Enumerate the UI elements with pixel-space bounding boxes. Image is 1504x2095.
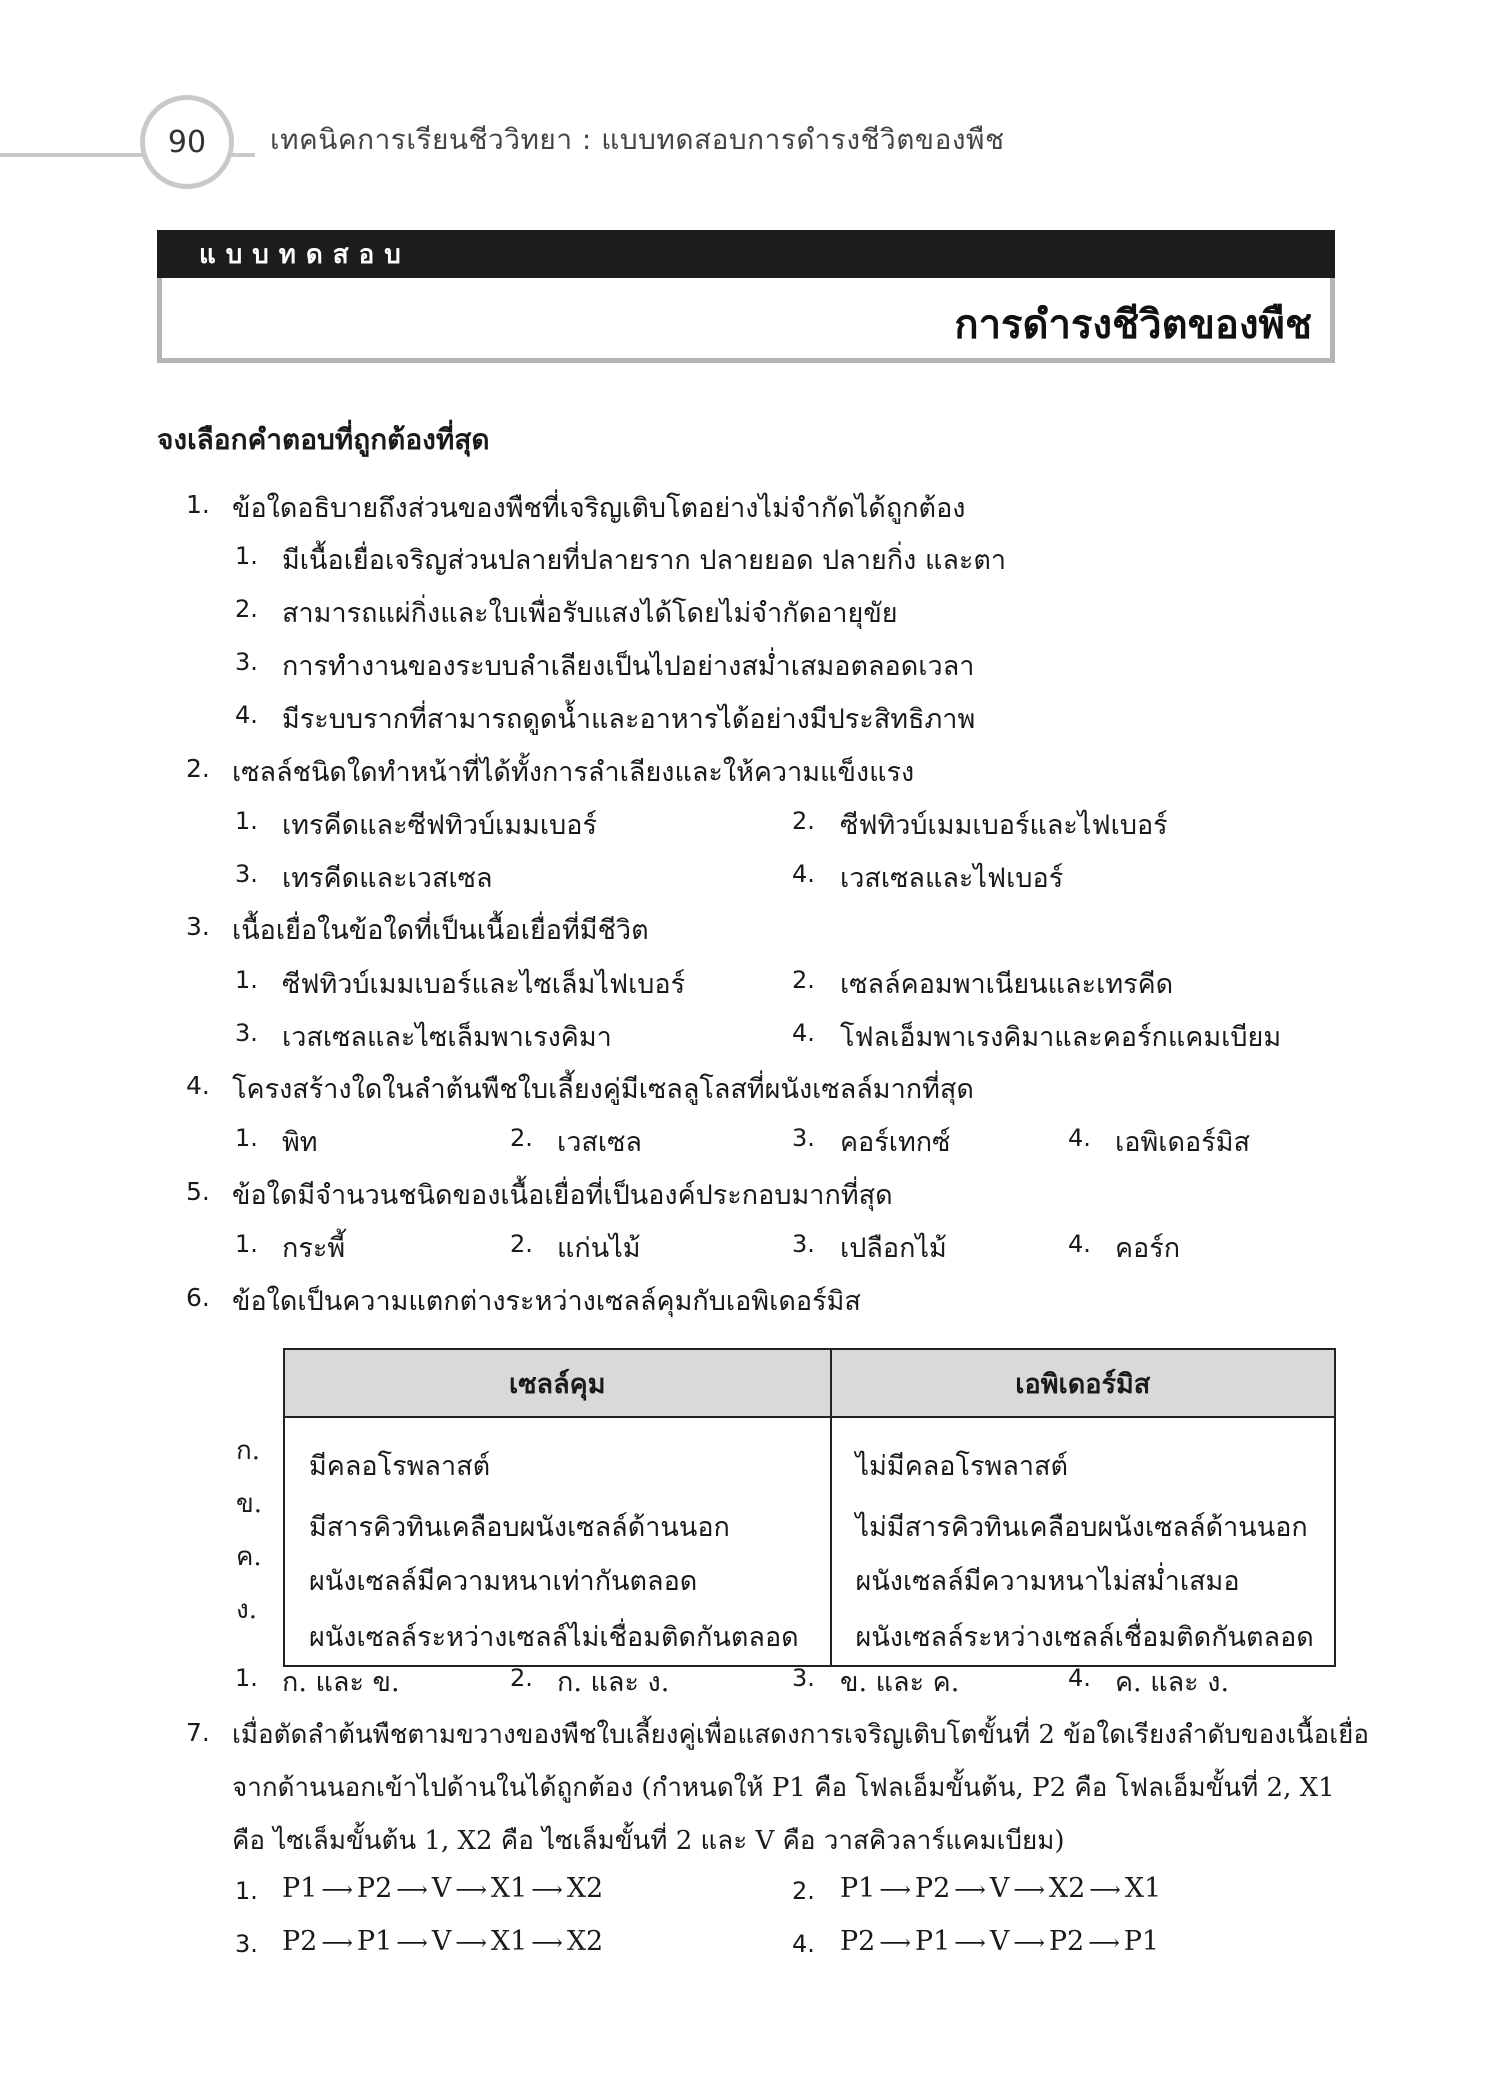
question-text: เนื้อเยื่อในข้อใดที่เป็นเนื้อเยื่อที่มีชีวิต [232, 915, 649, 946]
option-text[interactable]: มีระบบรากที่สามารถดูดน้ำและอาหารได้อย่างมีประสิทธิภาพ [282, 704, 976, 735]
question-number: 5. [186, 1177, 210, 1206]
question-number: 3. [186, 912, 210, 941]
table-cell: ผนังเซลล์มีความหนาเท่ากันตลอด [284, 1553, 831, 1607]
table-cell: ไม่มีสารคิวทินเคลือบผนังเซลล์ด้านนอก [831, 1499, 1335, 1553]
option-number: 4. [1068, 1230, 1091, 1258]
running-title: เทคนิคการเรียนชีววิทยา : แบบทดสอบการดำรงชีวิตของพืช [270, 123, 1005, 156]
sequence-item: X2 [1048, 1873, 1086, 1904]
comparison-table [283, 1348, 1336, 1667]
option-text[interactable]: เปลือกไม้ [840, 1233, 947, 1264]
table-row [284, 1553, 1335, 1607]
arrow-icon: ⟶ [531, 1878, 563, 1903]
option-text[interactable]: คอร์เทกซ์ [840, 1127, 951, 1158]
option-text[interactable]: ค. และ ง. [1115, 1667, 1230, 1698]
question-number: 7. [186, 1718, 210, 1747]
arrow-icon: ⟶ [321, 1931, 353, 1956]
table-cell: ผนังเซลล์มีความหนาไม่สม่ำเสมอ [831, 1553, 1335, 1607]
option-text[interactable]: เวสเซลและไฟเบอร์ [840, 863, 1064, 894]
row-label: ข. [236, 1489, 263, 1519]
option-text[interactable]: ซีฟทิวบ์เมมเบอร์และไฟเบอร์ [840, 810, 1168, 841]
option-text[interactable]: แก่นไม้ [557, 1233, 641, 1264]
option-number: 4. [235, 701, 258, 729]
option-number: 1. [235, 542, 258, 570]
option-number: 2. [792, 807, 815, 835]
row-label: ง. [236, 1595, 257, 1625]
option-number: 2. [510, 1124, 533, 1152]
question-text: เซลล์ชนิดใดทำหน้าที่ได้ทั้งการลำเลียงและให้ความแข็งแรง [232, 757, 915, 788]
sequence-item: P2 [1048, 1926, 1085, 1957]
banner-box [157, 278, 1335, 363]
option-number: 2. [792, 1877, 815, 1905]
table-row [284, 1417, 1335, 1499]
option-number: 3. [792, 1230, 815, 1258]
sequence-item: X1 [490, 1926, 528, 1957]
table-cell: ไม่มีคลอโรพลาสต์ [831, 1417, 1335, 1499]
row-label: ค. [236, 1542, 262, 1572]
sequence-option[interactable] [840, 1926, 1159, 1957]
instruction: จงเลือกคำตอบที่ถูกต้องที่สุด [157, 423, 490, 456]
option-number: 3. [235, 648, 258, 676]
table-cell: ผนังเซลล์ระหว่างเซลล์ไม่เชื่อมติดกันตลอด [284, 1607, 831, 1666]
option-number: 4. [792, 1930, 815, 1958]
table-header: เซลล์คุม [284, 1349, 831, 1417]
sequence-item: V [989, 1926, 1010, 1957]
option-text[interactable]: เทรคีดและซีฟทิวบ์เมมเบอร์ [282, 810, 598, 841]
question-number: 4. [186, 1071, 210, 1100]
option-text[interactable]: คอร์ก [1115, 1233, 1181, 1264]
sequence-item: P1 [356, 1926, 393, 1957]
sequence-option[interactable] [282, 1873, 603, 1904]
option-text[interactable]: การทำงานของระบบลำเลียงเป็นไปอย่างสม่ำเสมอตลอดเวลา [282, 651, 975, 682]
arrow-icon: ⟶ [954, 1931, 986, 1956]
option-number: 2. [792, 966, 815, 994]
sequence-item: P1 [282, 1873, 318, 1904]
option-number: 3. [792, 1124, 815, 1152]
sequence-item: X2 [566, 1873, 604, 1904]
sequence-item: P2 [914, 1873, 951, 1904]
sequence-item: V [989, 1873, 1010, 1904]
option-text[interactable]: เทรคีดและเวสเซล [282, 863, 493, 894]
banner-title: การดำรงชีวิตของพืช [954, 302, 1312, 348]
sequence-item: P1 [1123, 1926, 1160, 1957]
option-text[interactable]: ซีฟทิวบ์เมมเบอร์และไซเล็มไฟเบอร์ [282, 969, 686, 1000]
sequence-item: P1 [840, 1873, 876, 1904]
arrow-icon: ⟶ [1013, 1878, 1045, 1903]
question-text: โครงสร้างใดในลำต้นพืชใบเลี้ยงคู่มีเซลลูโลสที่ผนังเซลล์มากที่สุด [232, 1074, 974, 1105]
option-number: 1. [235, 966, 258, 994]
option-text[interactable]: เซลล์คอมพาเนียนและเทรคีด [840, 969, 1174, 1000]
sequence-item: X1 [490, 1873, 528, 1904]
option-number: 3. [792, 1664, 815, 1692]
question-text-line: คือ ไซเล็มขั้นต้น 1, X2 คือ ไซเล็มขั้นที่ 2 และ V คือ วาสคิวลาร์แคมเบียม) [232, 1826, 1065, 1856]
arrow-icon: ⟶ [396, 1878, 428, 1903]
table-cell: มีคลอโรพลาสต์ [284, 1417, 831, 1499]
arrow-icon: ⟶ [1089, 1878, 1121, 1903]
option-number: 4. [1068, 1664, 1091, 1692]
arrow-icon: ⟶ [879, 1878, 911, 1903]
option-number: 4. [1068, 1124, 1091, 1152]
sequence-item: V [431, 1926, 452, 1957]
option-number: 3. [235, 860, 258, 888]
option-text[interactable]: มีเนื้อเยื่อเจริญส่วนปลายที่ปลายราก ปลายยอด ปลายกิ่ง และตา [282, 545, 1007, 576]
option-text[interactable]: ก. และ ง. [557, 1667, 670, 1698]
arrow-icon: ⟶ [455, 1931, 487, 1956]
sequence-item: P1 [914, 1926, 951, 1957]
option-number: 3. [235, 1930, 258, 1958]
arrow-icon: ⟶ [396, 1931, 428, 1956]
question-text: ข้อใดเป็นความแตกต่างระหว่างเซลล์คุมกับเอพิเดอร์มิส [232, 1286, 861, 1317]
option-number: 4. [792, 860, 815, 888]
sequence-item: X1 [1124, 1873, 1162, 1904]
option-number: 1. [235, 1877, 258, 1905]
sequence-option[interactable] [840, 1873, 1161, 1904]
table-row [284, 1607, 1335, 1666]
arrow-icon: ⟶ [879, 1931, 911, 1956]
option-number: 3. [235, 1019, 258, 1047]
page-number [140, 95, 234, 189]
arrow-icon: ⟶ [531, 1931, 563, 1956]
option-number: 1. [235, 1124, 258, 1152]
sequence-item: P2 [356, 1873, 393, 1904]
table-cell: มีสารคิวทินเคลือบผนังเซลล์ด้านนอก [284, 1499, 831, 1553]
sequence-item: V [431, 1873, 452, 1904]
row-label: ก. [236, 1436, 261, 1466]
table-header: เอพิเดอร์มิส [831, 1349, 1335, 1417]
option-text[interactable]: สามารถแผ่กิ่งและใบเพื่อรับแสงได้โดยไม่จำกัดอายุขัย [282, 598, 898, 629]
arrow-icon: ⟶ [321, 1878, 353, 1903]
question-text-line: เมื่อตัดลำต้นพืชตามขวางของพืชใบเลี้ยงคู่เพื่อแสดงการเจริญเติบโตขั้นที่ 2 ข้อใดเรียงลำดับของเนื้อเยื่อ [232, 1720, 1369, 1750]
arrow-icon: ⟶ [954, 1878, 986, 1903]
option-number: 1. [235, 1230, 258, 1258]
option-number: 2. [510, 1230, 533, 1258]
sequence-item: P2 [282, 1926, 318, 1957]
option-text[interactable]: เวสเซลและไซเล็มพาเรงคิมา [282, 1022, 612, 1053]
page-number-text: 90 [167, 124, 207, 160]
arrow-icon: ⟶ [1013, 1931, 1045, 1956]
option-text[interactable]: ข. และ ค. [840, 1667, 960, 1698]
sequence-item: X2 [566, 1926, 604, 1957]
option-number: 4. [792, 1019, 815, 1047]
question-text: ข้อใดมีจำนวนชนิดของเนื้อเยื่อที่เป็นองค์ประกอบมากที่สุด [232, 1180, 893, 1211]
option-number: 1. [235, 1664, 258, 1692]
table-cell: ผนังเซลล์ระหว่างเซลล์เชื่อมติดกันตลอด [831, 1607, 1335, 1666]
sequence-option[interactable] [282, 1926, 603, 1957]
option-number: 2. [235, 595, 258, 623]
question-number: 1. [186, 490, 210, 519]
sequence-item: P2 [840, 1926, 876, 1957]
option-text[interactable]: ก. และ ข. [282, 1667, 400, 1698]
arrow-icon: ⟶ [455, 1878, 487, 1903]
question-number: 2. [186, 754, 210, 783]
question-text-line: จากด้านนอกเข้าไปด้านในได้ถูกต้อง (กำหนดให้ P1 คือ โฟลเอ็มขั้นต้น, P2 คือ โฟลเอ็มขั้นที่ 2, X1 [232, 1773, 1335, 1803]
option-number: 2. [510, 1664, 533, 1692]
question-number: 6. [186, 1283, 210, 1312]
banner-label: แบบทดสอบ [157, 230, 1335, 278]
option-text[interactable]: พิท [282, 1127, 318, 1158]
option-text[interactable]: เวสเซล [557, 1127, 642, 1158]
table-row [284, 1499, 1335, 1553]
option-text[interactable]: กระพี้ [282, 1233, 346, 1264]
arrow-icon: ⟶ [1088, 1931, 1120, 1956]
option-text[interactable]: โฟลเอ็มพาเรงคิมาและคอร์กแคมเบียม [840, 1022, 1282, 1053]
option-number: 1. [235, 807, 258, 835]
question-text: ข้อใดอธิบายถึงส่วนของพืชที่เจริญเติบโตอย่างไม่จำกัดได้ถูกต้อง [232, 493, 966, 524]
option-text[interactable]: เอพิเดอร์มิส [1115, 1127, 1250, 1158]
